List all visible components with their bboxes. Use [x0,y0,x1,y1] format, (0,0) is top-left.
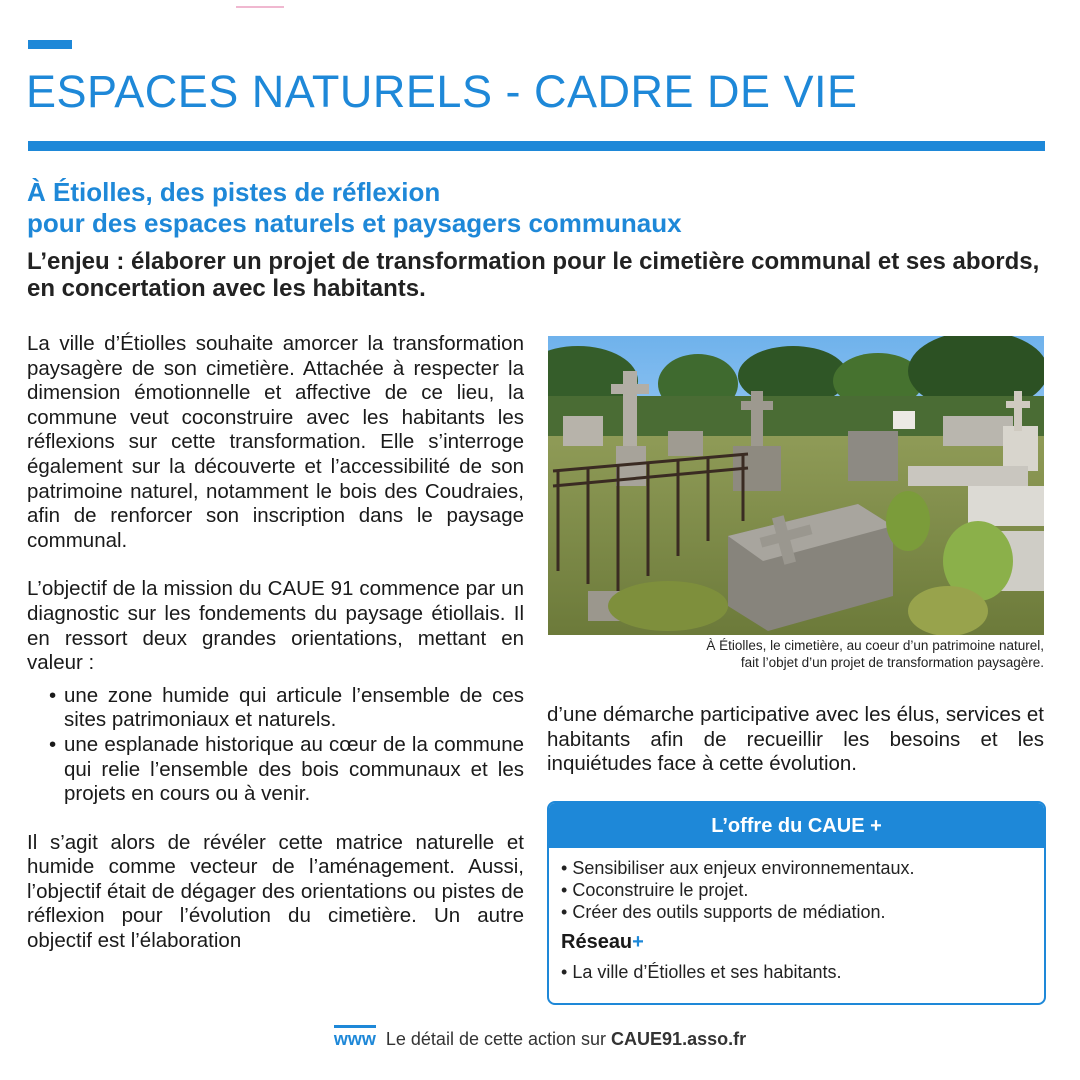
list-item: • une esplanade historique au cœur de la commune qui relie l’ensemble des bois communaux et les projets en cours ou à venir. [49,732,524,806]
list-item: • La ville d’Étiolles et ses habitants. [561,962,842,982]
article-lede: L’enjeu : élaborer un projet de transformation pour le cimetière communal et ses abords, en concertation avec les habitants. [27,248,1040,302]
page-footer [0,1027,1080,1050]
title-divider [28,141,1045,151]
bullet-icon: • [49,732,57,756]
paragraph-participative: d’une démarche participative avec les élus, services et habitants afin de recueillir les besoins et les inquiétudes face à cette évolution. [547,703,1044,776]
paragraph-objective: L’objectif de la mission du CAUE 91 commence par un diagnostic sur les fondements du paysage étiollais. Il en ressort deux grandes orientations, mettant en valeur : [27,577,524,675]
cemetery-photo [548,336,1044,635]
reseau-heading: Réseau+ [561,931,644,953]
offer-box-header: L’offre du CAUE + [549,803,1044,848]
article-title-line2: pour des espaces naturels et paysagers communaux [27,208,682,238]
caue-offer-box [547,801,1046,1005]
list-item: • Créer des outils supports de médiation. [561,902,886,922]
list-item: • Coconstruire le projet. [561,880,749,900]
list-item: • Sensibiliser aux enjeux environnementaux. [561,858,915,878]
bullet-icon: • [561,962,568,982]
orientations-list [27,684,524,807]
caue-website-link[interactable]: CAUE91.asso.fr [611,1029,747,1049]
bullet-icon: • [49,683,57,707]
section-title: ESPACES NATURELS - CADRE DE VIE [26,66,858,117]
left-column [27,332,524,978]
www-icon: www [333,1029,376,1049]
decorative-mark [236,6,284,8]
photo-caption [548,637,1044,671]
photo-caption-line1: À Étiolles, le cimetière, au coeur d’un patrimoine naturel, [706,638,1044,653]
article-title [27,177,682,239]
reseau-list [549,961,1044,983]
paragraph-matrix: Il s’agit alors de révéler cette matrice naturelle et humide comme vecteur de l’aménagement. Aussi, l’objectif était de dégager des orientations ou pistes de réflexion pour l’évolution du cimetière. Un autre objectif est l’élaboration [27,830,524,953]
bullet-icon: • [561,902,568,922]
offer-list [549,857,1044,923]
article-title-line1: À Étiolles, des pistes de réflexion [27,177,441,207]
bullet-icon: • [561,858,568,878]
footer-text: Le détail de cette action sur [385,1029,607,1049]
section-marker [28,40,72,49]
plus-icon: + [632,931,644,953]
list-item: • une zone humide qui articule l’ensemble de ces sites patrimoniaux et naturels. [49,683,524,732]
photo-caption-line2: fait l’objet d’un projet de transformation paysagère. [740,655,1044,670]
bullet-icon: • [561,880,568,900]
paragraph-intro: La ville d’Étiolles souhaite amorcer la transformation paysagère de son cimetière. Attachée à respecter la dimension émotionnelle et affective de ce lieu, la commune veut coconstruire avec les habitants les réflexions sur cette transformation. Elle s’interroge également sur la découverte et l’accessibilité de son patrimoine naturel, notamment le bois des Coudraies, afin de renforcer son inscription dans le paysage communal. [27,332,524,552]
